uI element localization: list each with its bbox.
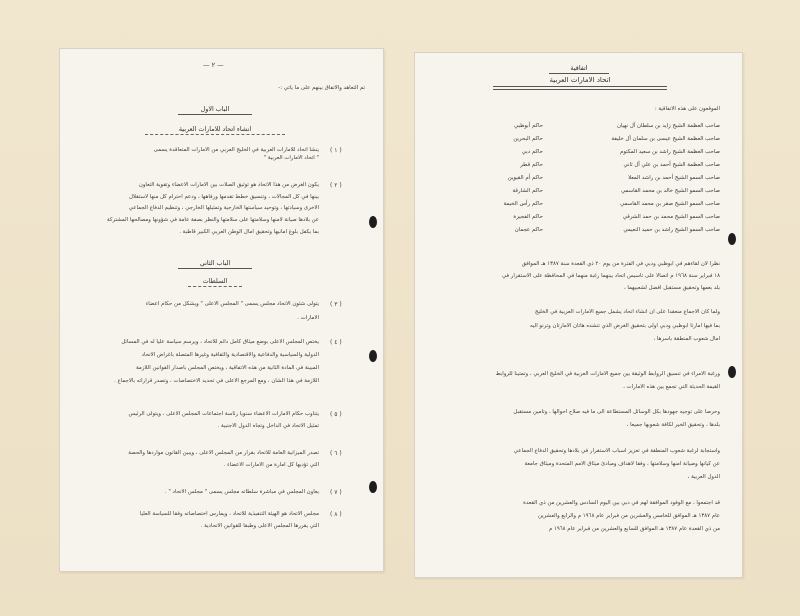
signatory-row — [485, 175, 720, 187]
article-line: الامارات . — [297, 315, 319, 321]
punch-hole — [369, 216, 377, 228]
signatory-name: صاحب العظمة الشيخ زايد بن سلطان آل نهيان — [616, 123, 720, 129]
title-underline — [493, 86, 667, 87]
paragraph-line: بلدها ، وتحقيق الخير لكافة شعوبها جميعا ، — [626, 422, 720, 428]
signatories-list — [485, 123, 720, 248]
article-line: اللازمة في هذا الشأن ، ومع المرجع الاعلى في تحديد الاختصاصات ، وتصدر قراراته بالاجماع . — [114, 378, 319, 384]
article-line: يتناوب حكام الامارات الاعضاء سنويا رئاسة اجتماعات المجلس الاعلى ، ويتولى الرئيس — [128, 411, 319, 417]
article-number: ( ٧ ) — [330, 489, 342, 496]
signatory-row — [485, 188, 720, 200]
article-line: الاخرى وسيادتها ، وتوحيد سياستها الخارجية وتمثيلها الخارجي ، وتنظيم الدفاع الجماعي — [128, 205, 319, 211]
signatory-row — [485, 201, 720, 213]
article-number: ( ٣ ) — [330, 301, 342, 308]
paragraph-line: الدول العربية ، — [687, 474, 720, 480]
punch-hole — [369, 350, 377, 362]
signatory-row — [485, 123, 720, 135]
page-number: — ٢ — — [203, 61, 224, 69]
article-line: يعاون المجلس في مباشرة سلطاته مجلس يسمى " مجلس الاتحاد " . — [164, 489, 319, 495]
subtitle-underline — [145, 134, 285, 135]
article-line: يختص المجلس الاعلى بوضع ميثاق كامل دائم للاتحاد ، ويرسم سياسة عليا له في المسائل — [121, 339, 319, 345]
chapter2-title: الباب الثاني — [199, 260, 231, 267]
article-number: ( ٦ ) — [330, 450, 342, 457]
paragraph-line: من ذي القعدة عام ١٣٨٧ هـ الموافق للسابع والعشرين من فبراير عام ١٩٦٨ م — [548, 526, 720, 532]
article-line: ينشأ اتحاد للامارات العربية في الخليج العربي من الامارات المتعاقدة يسمى — [153, 147, 319, 153]
article-number: ( ٨ ) — [330, 511, 342, 518]
article-line: يكون الغرض من هذا الاتحاد هو توثيق الصلات بين الامارات الاعضاء وتقوية التعاون — [138, 182, 319, 188]
punch-hole — [369, 481, 377, 493]
punch-hole — [728, 233, 736, 245]
chapter2-subtitle: السلطات — [202, 278, 228, 285]
signatory-role: حاكم عجمان — [514, 227, 543, 233]
article-line: التي يقررها المجلس الاعلى وطبقا للقوانين الاتحادية . — [200, 523, 319, 529]
article-line: يتولى شئون الاتحاد مجلس يسمى " المجلس الاعلى " ويشكل من حكام اعضاء — [145, 301, 319, 307]
paragraph-line: قد اجتمعوا ، مع الوفود الموافقة لهم في دبي بين اليوم السادس والعشرين من ذي القعدة — [523, 500, 720, 506]
signatory-role: حاكم أبوظبي — [513, 123, 543, 129]
signatory-row — [485, 214, 720, 226]
document-heading: اتفاقية — [570, 65, 588, 72]
signatory-row — [485, 162, 720, 174]
paragraph-line: ولما كان الاجماع منعقدا على أن انشاء اتحاد يشمل جميع الامارات العربية في الخليج — [535, 309, 720, 315]
article-line: " اتحاد الامارات العربية " — [263, 155, 319, 161]
paragraph-line: واستجابة لرغبة شعوب المنطقة في تعزيز أسباب الاستقرار في بلادها وتحقيق الدفاع الجماعي — [513, 448, 720, 454]
paragraph-line: عام ١٣٨٧ هـ الموافق للخامس والعشرين من فبراير عام ١٩٦٨ م والرابع والعشرين — [537, 513, 720, 519]
intro-line: تم التعاهد والاتفاق بينهم على ما يأتي :- — [278, 85, 365, 91]
signatory-name: صاحب السمو الشيخ أحمد بن راشد المعلا — [628, 175, 720, 181]
article-number: ( ٥ ) — [330, 411, 342, 418]
paragraph-line: ١٨ فبراير سنة ١٩٦٨ م اتصالا على تأسيس اتحاد بينهما رغبة منهما في المحافظة على الاستقرار في — [501, 273, 720, 279]
paragraph-line: ورغبة الامراء في تنسيق الروابط الوثيقة بين جميع الامارات العربية في الخليج العربي ، وتمتينا للروابط — [495, 371, 720, 377]
signatory-role: حاكم البحرين — [513, 136, 543, 142]
article-line: مجلس الاتحاد هو الهيئة التنفيذية للاتحاد ، ويمارس اختصاصاته وفقا للسياسة العليا — [139, 511, 319, 517]
signatory-name: صاحب العظمة الشيخ راشد بن سعيد المكتوم — [620, 149, 720, 155]
article-line: بينها في كل المجالات ، وتنسيق خطط تقدمها ورفاهها ، ودعم احترام كل منها لاستقلال — [128, 194, 319, 200]
article-line: المبينة في المادة الثانية من هذه الاتفاقية ، ويختص المجلس بأصدار القوانين اللازمة — [136, 365, 319, 371]
paragraph-line: عن كيانها وصيانة أمنها وسلامتها ، وفقا لاهداف ومبادئ ميثاق الامم المتحدة وميثاق جامعة — [524, 461, 720, 467]
title-underline — [493, 89, 667, 90]
signatory-name: صاحب العظمة الشيخ أحمد بن علي آل ثاني — [623, 162, 720, 168]
paragraph-line: وحرصا على توجيه جهودها بكل الوسائل المستطاعة الى ما فيه صلاح أحوالها ، وتأمين مستقبل — [513, 409, 720, 415]
document-page-right — [414, 52, 743, 578]
signatory-name: صاحب السمو الشيخ خالد بن محمد القاسمي — [620, 188, 720, 194]
article-number: ( ١ ) — [330, 147, 342, 154]
subtitle-underline — [188, 286, 242, 287]
paragraph-line: بلد بعمها وتحقيق مستقبل أفضل لشعبيهما ، — [623, 285, 720, 291]
paragraph-line: بما فيها امارتا أبوظبي ودبي أولى بتحقيق الغرض الذي تنشده هاتان الامارتان وترنو اليه — [530, 323, 720, 329]
article-line: التي تؤديها كل امارة من الامارات الاعضاء . — [223, 462, 319, 468]
article-line: تصدر الميزانية العامة للاتحاد بقرار من المجلس الاعلى ، ويبين القانون مواردها والحصة — [128, 450, 319, 456]
article-line: عن بلادها صيانة لامنها وسلامتها على سلامتها والنظر بصفة عامة في شؤونها ومصالحها المشتركة — [107, 217, 319, 223]
article-number: ( ٤ ) — [330, 339, 342, 346]
paragraph-line: القيمة الحديثة التي تجمع بين هذه الامارات ، — [623, 384, 720, 390]
title-underline — [178, 268, 252, 269]
article-line: بما يكفل بلوغ أمانيها وتحقيق آمال الوطن العربي الكبير قاطبة . — [179, 229, 319, 235]
article-line: تمثيل الاتحاد في الداخل وتجاه الدول الاجنبية . — [217, 423, 319, 429]
chapter1-title: الباب الأول — [200, 106, 230, 113]
signatory-role: حاكم الفجيرة — [513, 214, 543, 220]
title-underline — [178, 114, 252, 115]
signatory-role: حاكم أم القيوين — [507, 175, 543, 181]
signatory-row — [485, 136, 720, 148]
signatory-role: حاكم قطر — [520, 162, 543, 168]
paragraph-line: آمال شعوب المنطقة بأسرها ، — [653, 336, 720, 342]
heading-underline — [549, 73, 609, 74]
punch-hole — [728, 366, 736, 378]
article-line: الدولية والسياسية والدفاعية والاقتصادية والثقافية وغيرها المتصلة بأغراض الاتحاد — [141, 352, 319, 358]
paragraph-line: نظرا لان لقاءهم في أبوظبي ودبي في الفترة من يوم ٢٠ ذي القعدة سنة ١٣٨٧ هـ الموافق — [521, 261, 720, 267]
signatory-role: حاكم الشارقة — [512, 188, 543, 194]
signatory-role: حاكم دبي — [521, 149, 543, 155]
signatory-role: حاكم رأس الخيمة — [503, 201, 543, 207]
document-page-left — [59, 48, 384, 572]
article-number: ( ٢ ) — [330, 182, 342, 189]
signatory-name: صاحب العظمة الشيخ عيسى بن سلمان آل خليفة — [611, 136, 720, 142]
signatory-name: صاحب السمو الشيخ محمد بن حمد الشرقي — [622, 214, 720, 220]
signatories-intro: الموقعون على هذه الاتفاقية : — [654, 106, 720, 112]
signatory-name: صاحب السمو الشيخ صقر بن محمد القاسمي — [620, 201, 720, 207]
document-title: اتحاد الامارات العربية — [549, 77, 611, 84]
signatory-name: صاحب السمو الشيخ راشد بن حميد النعيمي — [623, 227, 720, 233]
chapter1-subtitle: انشاء اتحاد للامارات العربية — [178, 126, 252, 133]
signatory-row — [485, 227, 720, 239]
signatory-row — [485, 149, 720, 161]
